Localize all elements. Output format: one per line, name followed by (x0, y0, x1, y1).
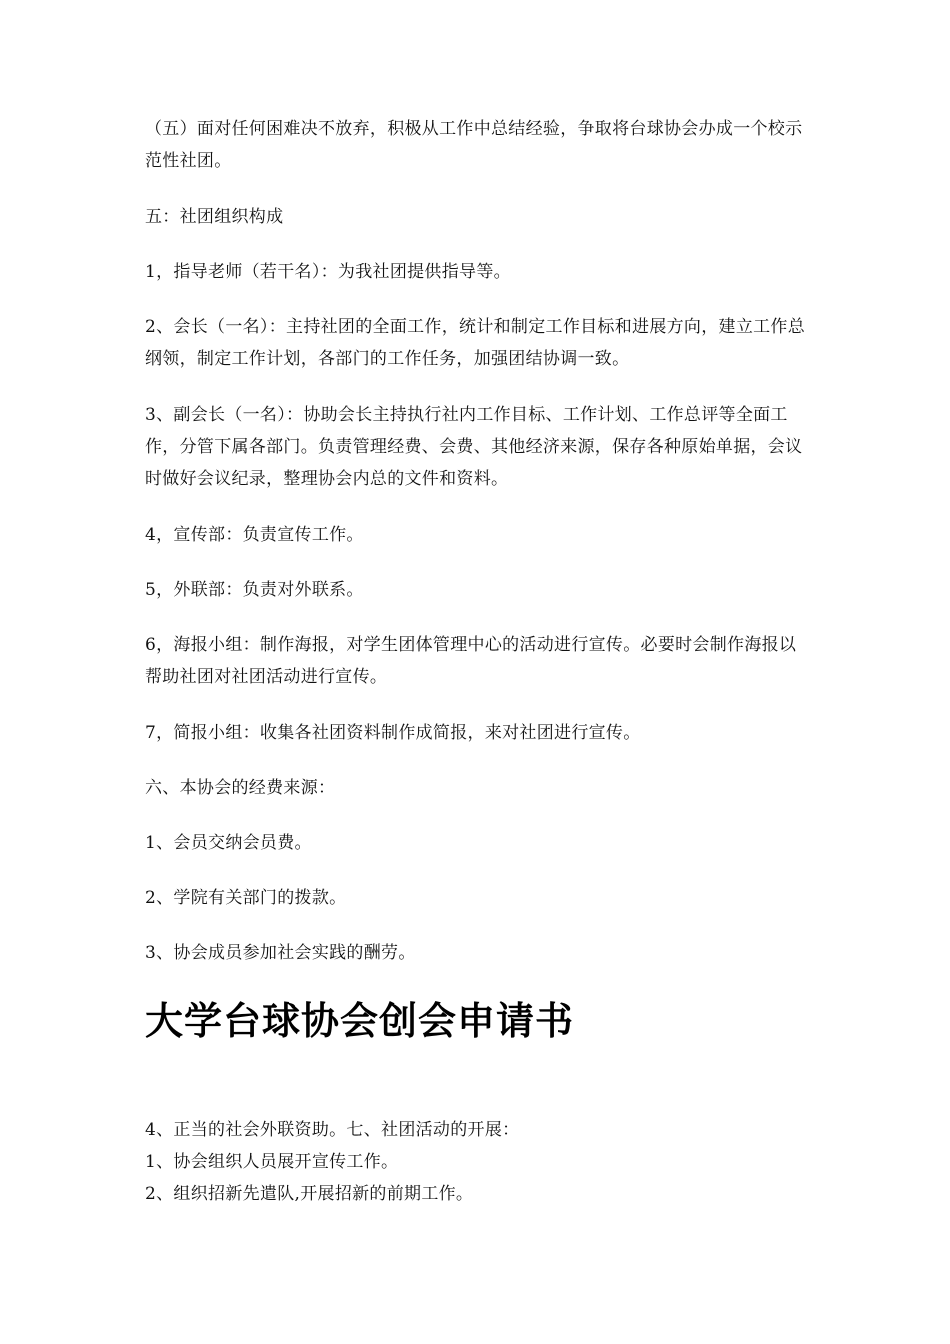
paragraph-publicity-dept: 4，宣传部：负责宣传工作。 (145, 525, 364, 545)
paragraph-bulletin-group: 7，简报小组：收集各社团资料制作成简报，来对社团进行宣传。 (145, 723, 641, 743)
paragraph-activity-1: 1、协会组织人员展开宣传工作。 (145, 1152, 399, 1172)
paragraph-advisor: 1，指导老师（若干名）：为我社团提供指导等。 (145, 262, 511, 282)
paragraph-funding-2: 2、学院有关部门的拨款。 (145, 888, 347, 908)
paragraph-president: 2、会长（一名）：主持社团的全面工作，统计和制定工作目标和进展方向，建立工作总纲领，制定工作计划，各部门的工作任务，加强团结协调一致。 (145, 317, 806, 369)
paragraph-funding-4: 4、正当的社会外联资助。七、社团活动的开展： (145, 1120, 520, 1140)
section-heading-funding: 六、本协会的经费来源： (145, 778, 336, 798)
paragraph-funding-1: 1、会员交纳会员费。 (145, 833, 312, 853)
paragraph-funding-3: 3、协会成员参加社会实践的酬劳。 (145, 943, 416, 963)
paragraph-vice-president: 3、副会长（一名）：协助会长主持执行社内工作目标、工作计划、工作总评等全面工作，分管下属各部门。负责管理经费、会费、其他经济来源，保存各种原始单据，会议时做好会议纪录，整理协会内总的文件和资料。 (145, 405, 803, 489)
document-title: 大学台球协会创会申请书 (145, 999, 575, 1043)
paragraph-external-dept: 5，外联部：负责对外联系。 (145, 580, 364, 600)
section-heading-organization: 五：社团组织构成 (145, 207, 284, 227)
paragraph-goal-5: （五）面对任何困难决不放弃，积极从工作中总结经验，争取将台球协会办成一个校示范性社团。 (145, 119, 803, 171)
paragraph-poster-group: 6，海报小组：制作海报，对学生团体管理中心的活动进行宣传。必要时会制作海报以帮助社团对社团活动进行宣传。 (145, 635, 797, 687)
paragraph-activity-2: 2、组织招新先遣队,开展招新的前期工作。 (145, 1184, 474, 1204)
